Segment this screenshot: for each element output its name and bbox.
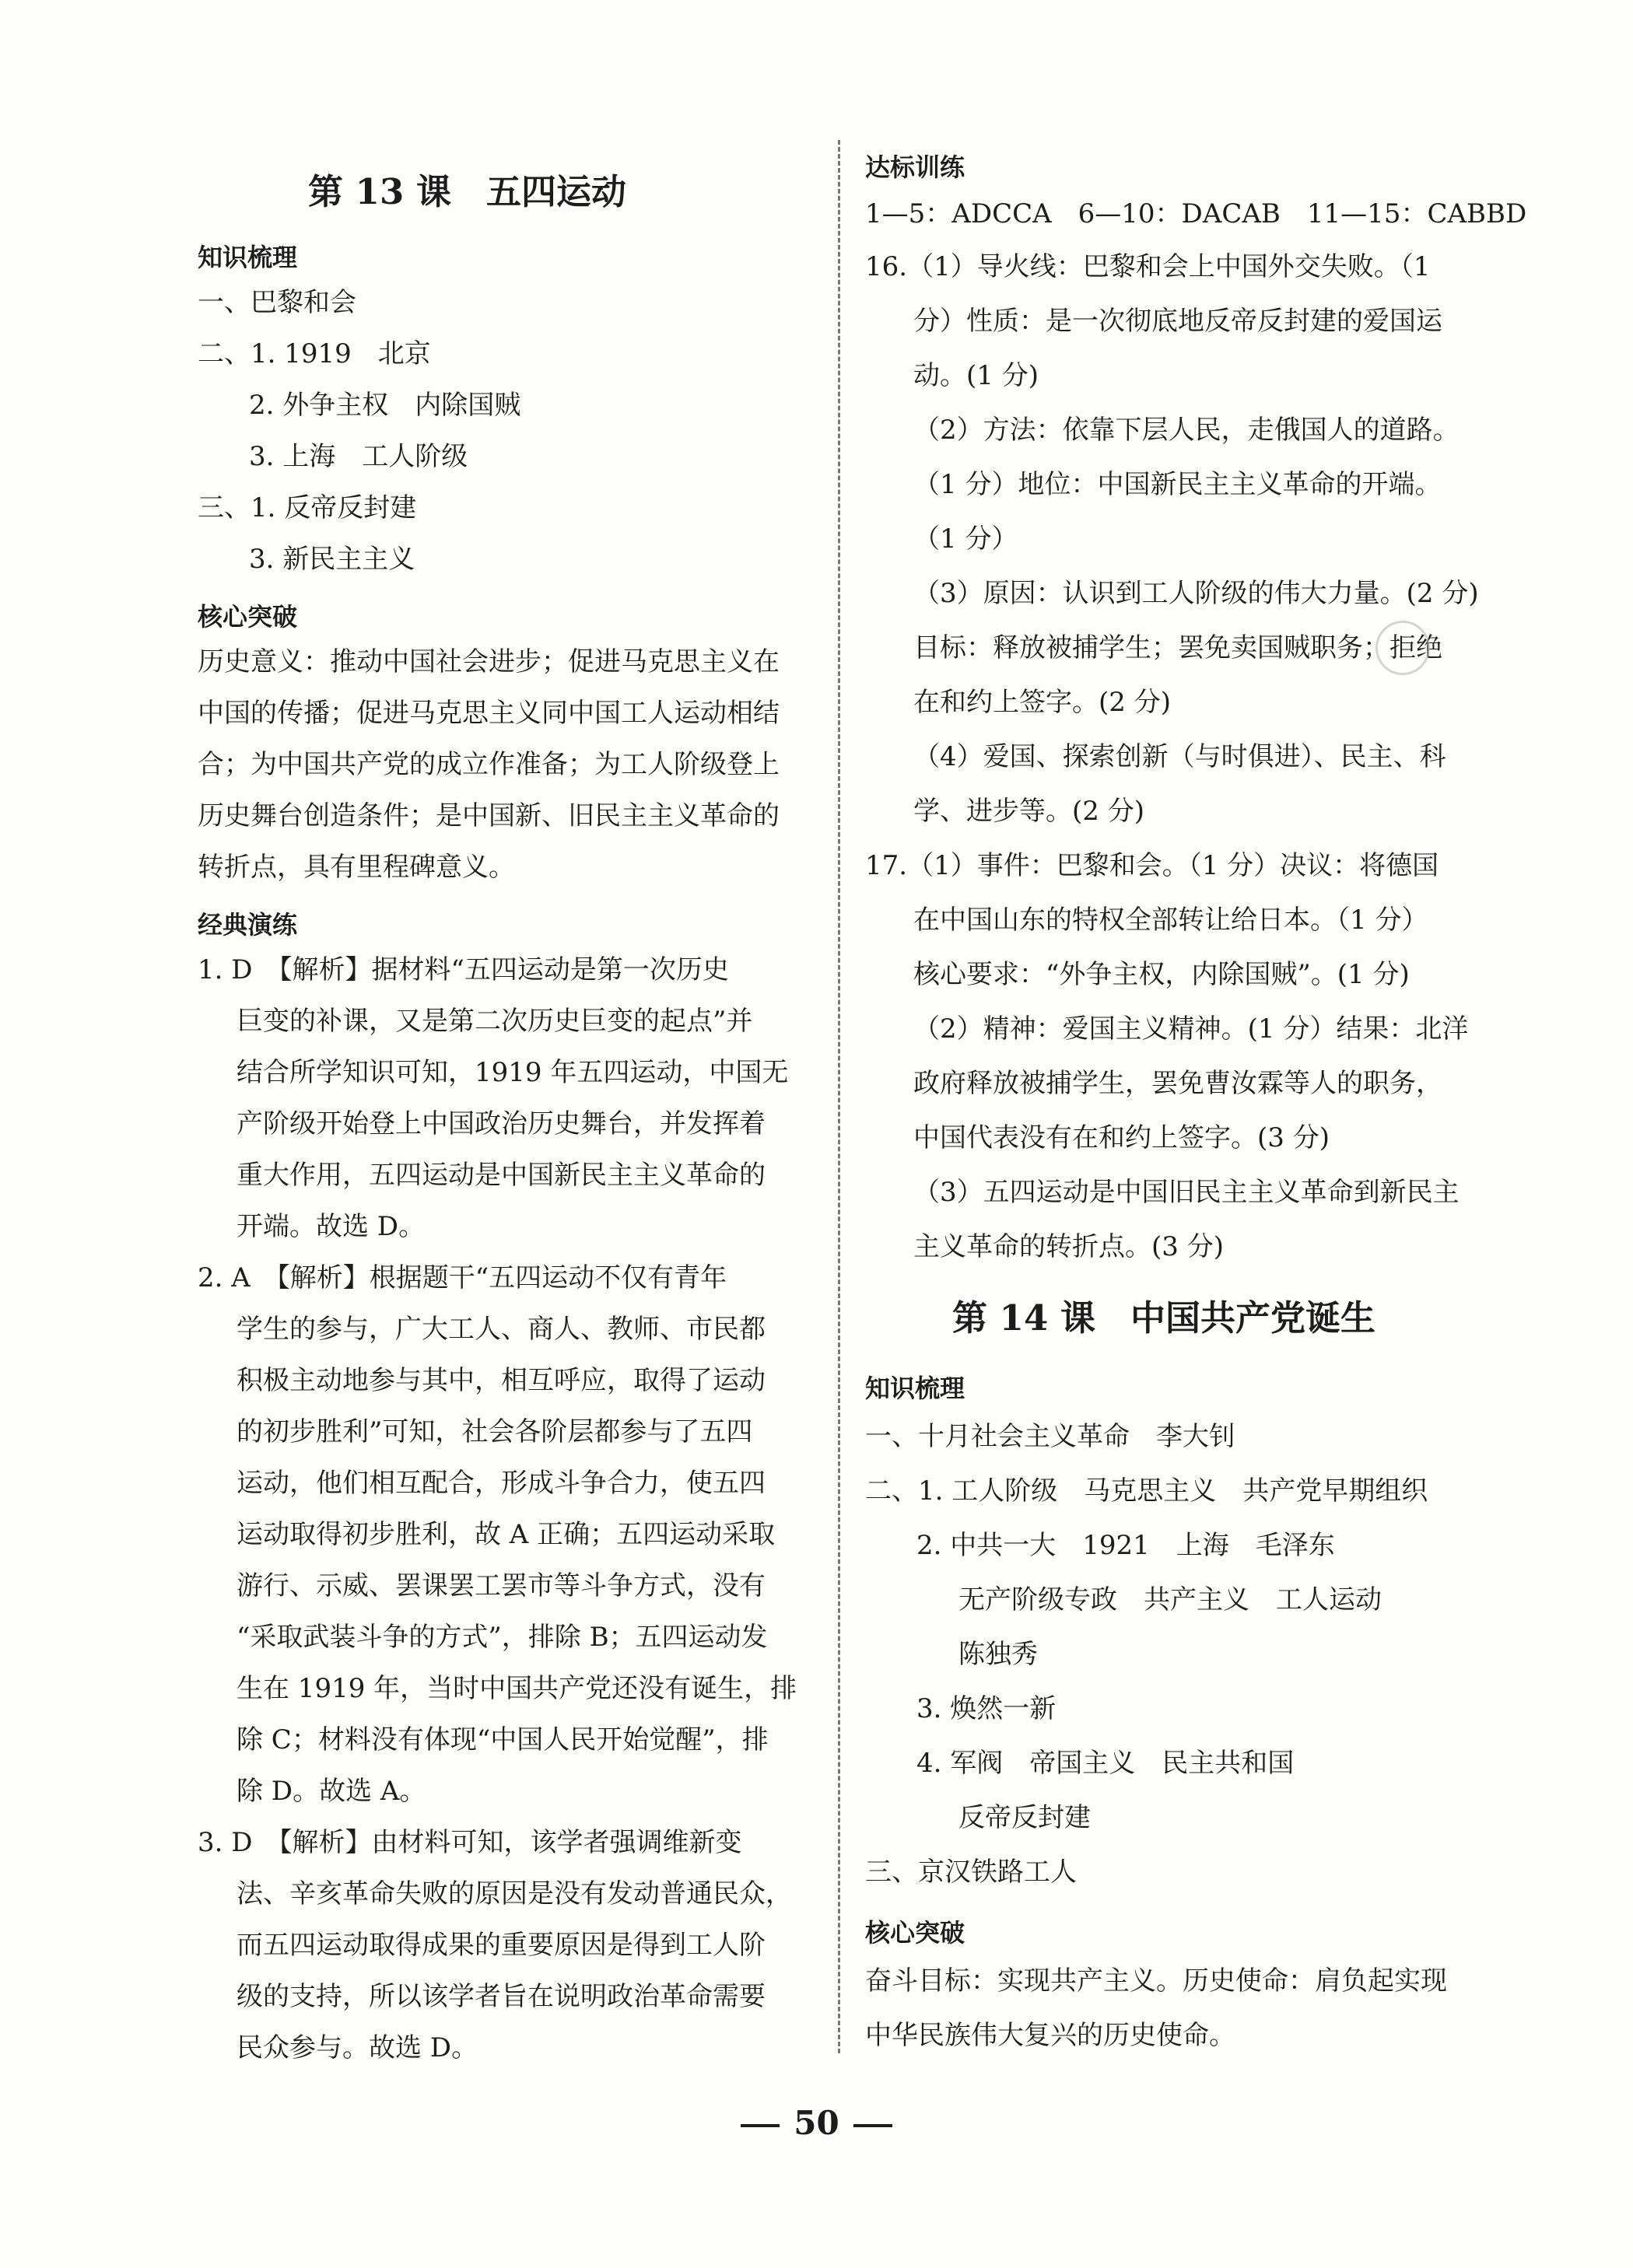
text-line: 陈独秀	[958, 1639, 1038, 1670]
answer-line: （2）精神：爱国主义精神。(1 分）结果：北洋	[913, 1013, 1469, 1045]
answer-line: “采取武装斗争的方式”，排除 B；五四运动发	[237, 1622, 768, 1653]
answer-line: 在中国山东的特权全部转让给日本。（1 分）	[913, 905, 1428, 936]
text-line: 二、1. 工人阶级 马克思主义 共产党早期组织	[865, 1475, 1428, 1507]
text-line: 4. 军阀 帝国主义 民主共和国	[916, 1748, 1295, 1779]
core-breakthrough-heading: 核心突破	[198, 602, 298, 632]
answer-line: 级的支持，所以该学者旨在说明政治革命需要	[237, 1981, 766, 2012]
text-line: 中国的传播；促进马克思主义同中国工人运动相结	[198, 698, 780, 729]
text-line: 奋斗目标：实现共产主义。历史使命：肩负起实现	[865, 1965, 1447, 1997]
answer-line: 结合所学知识可知，1919 年五四运动，中国无	[237, 1057, 789, 1088]
classic-practice-heading: 经典演练	[198, 910, 298, 940]
column-divider	[838, 140, 840, 2053]
answer-line: 而五四运动取得成果的重要原因是得到工人阶	[237, 1930, 766, 1961]
answer-line: 巨变的补课，又是第二次历史巨变的起点”并	[237, 1006, 753, 1037]
answer-line: 学生的参与，广大工人、商人、教师、市民都	[237, 1314, 766, 1345]
answer-line: 动。(1 分)	[913, 360, 1039, 391]
text-line: 三、1. 反帝反封建	[198, 492, 417, 523]
answer-line: 游行、示威、罢课罢工罢市等斗争方式，没有	[237, 1570, 766, 1601]
text-line: 3. 新民主主义	[249, 544, 415, 575]
core-breakthrough-heading: 核心突破	[865, 1918, 965, 1948]
answer-line: 核心要求：“外争主权，内除国贼”。(1 分)	[913, 959, 1410, 990]
answer-line: 主义革命的转折点。(3 分)	[913, 1231, 1224, 1262]
text-line: 3. 焕然一新	[916, 1693, 1057, 1724]
answer-line: 分）性质：是一次彻底地反帝反封建的爱国运	[913, 306, 1442, 337]
answer-key-line: 1—5：ADCCA 6—10：DACAB 11—15：CABBD	[865, 198, 1527, 229]
answer-line: （1 分）	[913, 523, 1018, 555]
lesson-13-title: 第 13 课 五四运动	[308, 171, 626, 212]
answer-line: 17.（1）事件：巴黎和会。（1 分）决议：将德国	[865, 850, 1439, 881]
text-line: 一、十月社会主义革命 李大钊	[865, 1421, 1235, 1452]
answer-line: 产阶级开始登上中国政治历史舞台，并发挥着	[237, 1108, 766, 1139]
text-line: 历史舞台创造条件；是中国新、旧民主主义革命的	[198, 800, 780, 831]
text-line: 无产阶级专政 共产主义 工人运动	[958, 1584, 1382, 1615]
answer-line: 1. D 【解析】据材料“五四运动是第一次历史	[198, 954, 729, 985]
text-line: 合；为中国共产党的成立作准备；为工人阶级登上	[198, 749, 780, 780]
answer-line: （3）原因：认识到工人阶级的伟大力量。(2 分)	[913, 578, 1479, 609]
answer-line: 除 D。故选 A。	[237, 1776, 426, 1807]
answer-line: 法、辛亥革命失败的原因是没有发动普通民众，	[237, 1878, 792, 1909]
answer-line: 积极主动地参与其中，相互呼应，取得了运动	[237, 1365, 766, 1396]
answer-line: 开端。故选 D。	[237, 1211, 426, 1242]
answer-line: （3）五四运动是中国旧民主主义革命到新民主	[913, 1177, 1460, 1208]
text-line: 三、京汉铁路工人	[865, 1857, 1077, 1888]
answer-line: 民众参与。故选 D。	[237, 2032, 478, 2063]
page-number	[0, 2104, 1633, 2142]
text-line: 2. 中共一大 1921 上海 毛泽东	[916, 1530, 1335, 1561]
answer-line: 16.（1）导火线：巴黎和会上中国外交失败。（1	[865, 251, 1431, 282]
page-number-value: 50	[794, 2104, 839, 2142]
answer-line: 除 C；材料没有体现“中国人民开始觉醒”，排	[237, 1724, 769, 1755]
text-line: 一、巴黎和会	[198, 287, 356, 318]
faint-stamp-mark	[1375, 621, 1430, 675]
answer-line: 2. A 【解析】根据题干“五四运动不仅有青年	[198, 1262, 727, 1293]
answer-line: 目标：释放被捕学生；罢免卖国贼职务；拒绝	[913, 632, 1442, 663]
text-line: 2. 外争主权 内除国贼	[249, 390, 521, 421]
practice-heading: 达标训练	[865, 152, 965, 182]
text-line: 3. 上海 工人阶级	[249, 441, 468, 472]
answer-line: 运动取得初步胜利，故 A 正确；五四运动采取	[237, 1519, 776, 1550]
answer-line: 重大作用，五四运动是中国新民主主义革命的	[237, 1160, 766, 1191]
answer-line: 运动，他们相互配合，形成斗争合力，使五四	[237, 1468, 766, 1499]
lesson-14-title: 第 14 课 中国共产党诞生	[952, 1297, 1375, 1339]
knowledge-review-heading: 知识梳理	[198, 243, 298, 272]
answer-line: 在和约上签字。(2 分)	[913, 687, 1171, 718]
answer-line: 的初步胜利”可知，社会各阶层都参与了五四	[237, 1416, 753, 1447]
answer-line: 政府释放被捕学生，罢免曹汝霖等人的职务，	[913, 1068, 1442, 1099]
text-line: 二、1. 1919 北京	[198, 338, 431, 369]
answer-line: 生在 1919 年，当时中国共产党还没有诞生，排	[237, 1673, 797, 1704]
answer-line: 中国代表没有在和约上签字。(3 分)	[913, 1122, 1330, 1153]
answer-line: 3. D 【解析】由材料可知，该学者强调维新变	[198, 1827, 742, 1858]
text-line: 中华民族伟大复兴的历史使命。	[865, 2020, 1235, 2051]
text-line: 转折点，具有里程碑意义。	[198, 852, 515, 883]
text-line: 历史意义：推动中国社会进步；促进马克思主义在	[198, 646, 780, 677]
answer-line: （1 分）地位：中国新民主主义革命的开端。	[913, 469, 1442, 500]
answer-line: 学、进步等。(2 分)	[913, 796, 1144, 827]
answer-line: （4）爱国、探索创新（与时俱进）、民主、科	[913, 741, 1446, 772]
text-line: 反帝反封建	[958, 1802, 1091, 1833]
answer-line: （2）方法：依靠下层人民，走俄国人的道路。	[913, 415, 1460, 446]
knowledge-review-heading: 知识梳理	[865, 1374, 965, 1403]
